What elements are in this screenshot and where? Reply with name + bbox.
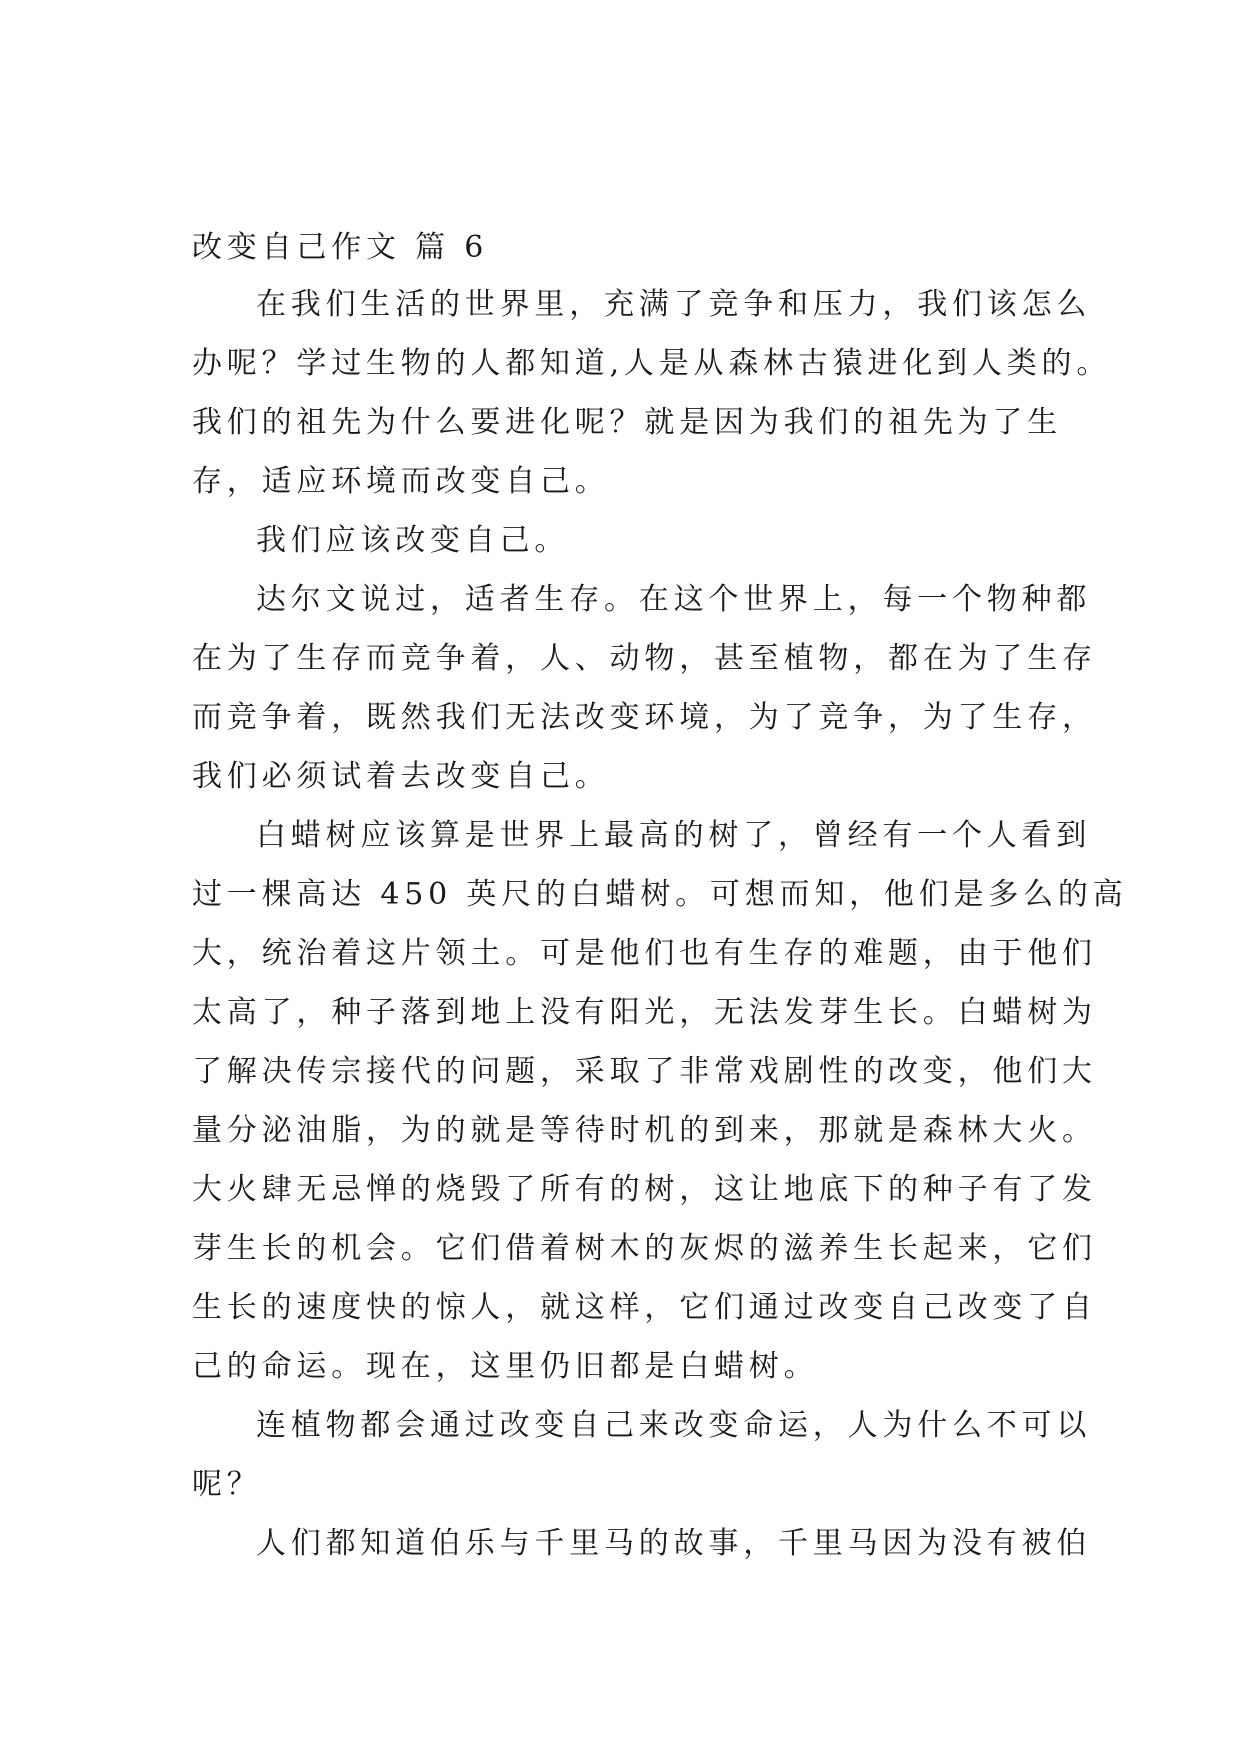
paragraph-line: 呢？ bbox=[192, 1467, 262, 1502]
paragraph-line: 大，统治着这片领土。可是他们也有生存的难题，由于他们 bbox=[192, 936, 1097, 971]
paragraph-line: 在我们生活的世界里，充满了竞争和压力，我们该怎么 bbox=[256, 287, 1092, 322]
paragraph-line: 大火肆无忌惮的烧毁了所有的树，这让地底下的种子有了发 bbox=[192, 1172, 1097, 1207]
paragraph-line: 在为了生存而竞争着，人、动物，甚至植物，都在为了生存 bbox=[192, 641, 1097, 676]
paragraph-line: 我们的祖先为什么要进化呢？就是因为我们的祖先为了生 bbox=[192, 405, 1062, 440]
paragraph-line: 过一棵高达 450 英尺的白蜡树。可想而知，他们是多么的高 bbox=[192, 877, 1128, 912]
paragraph-line: 太高了，种子落到地上没有阳光，无法发芽生长。白蜡树为 bbox=[192, 995, 1097, 1030]
paragraph-line: 了解决传宗接代的问题，采取了非常戏剧性的改变，他们大 bbox=[192, 1054, 1097, 1089]
paragraph-line: 生长的速度快的惊人，就这样，它们通过改变自己改变了自 bbox=[192, 1290, 1097, 1325]
paragraph-line: 己的命运。现在，这里仍旧都是白蜡树。 bbox=[192, 1349, 819, 1384]
paragraph-line: 我们应该改变自己。 bbox=[256, 523, 570, 558]
paragraph-line: 连植物都会通过改变自己来改变命运，人为什么不可以 bbox=[256, 1408, 1092, 1443]
document-title: 改变自己作文 篇 6 bbox=[192, 230, 489, 265]
paragraph-line: 存，适应环境而改变自己。 bbox=[192, 464, 610, 499]
paragraph-line: 量分泌油脂，为的就是等待时机的到来，那就是森林大火。 bbox=[192, 1113, 1097, 1148]
paragraph-line: 白蜡树应该算是世界上最高的树了，曾经有一个人看到 bbox=[256, 818, 1092, 853]
paragraph-line: 达尔文说过，适者生存。在这个世界上，每一个物种都 bbox=[256, 582, 1092, 617]
paragraph-line: 人们都知道伯乐与千里马的故事，千里马因为没有被伯 bbox=[256, 1526, 1092, 1561]
paragraph-line: 而竞争着，既然我们无法改变环境，为了竞争，为了生存， bbox=[192, 700, 1097, 735]
paragraph-line: 我们必须试着去改变自己。 bbox=[192, 759, 610, 794]
paragraph-line: 芽生长的机会。它们借着树木的灰烬的滋养生长起来，它们 bbox=[192, 1231, 1097, 1266]
paragraph-line: 办呢？学过生物的人都知道,人是从森林古猿进化到人类的。 bbox=[192, 346, 1112, 381]
